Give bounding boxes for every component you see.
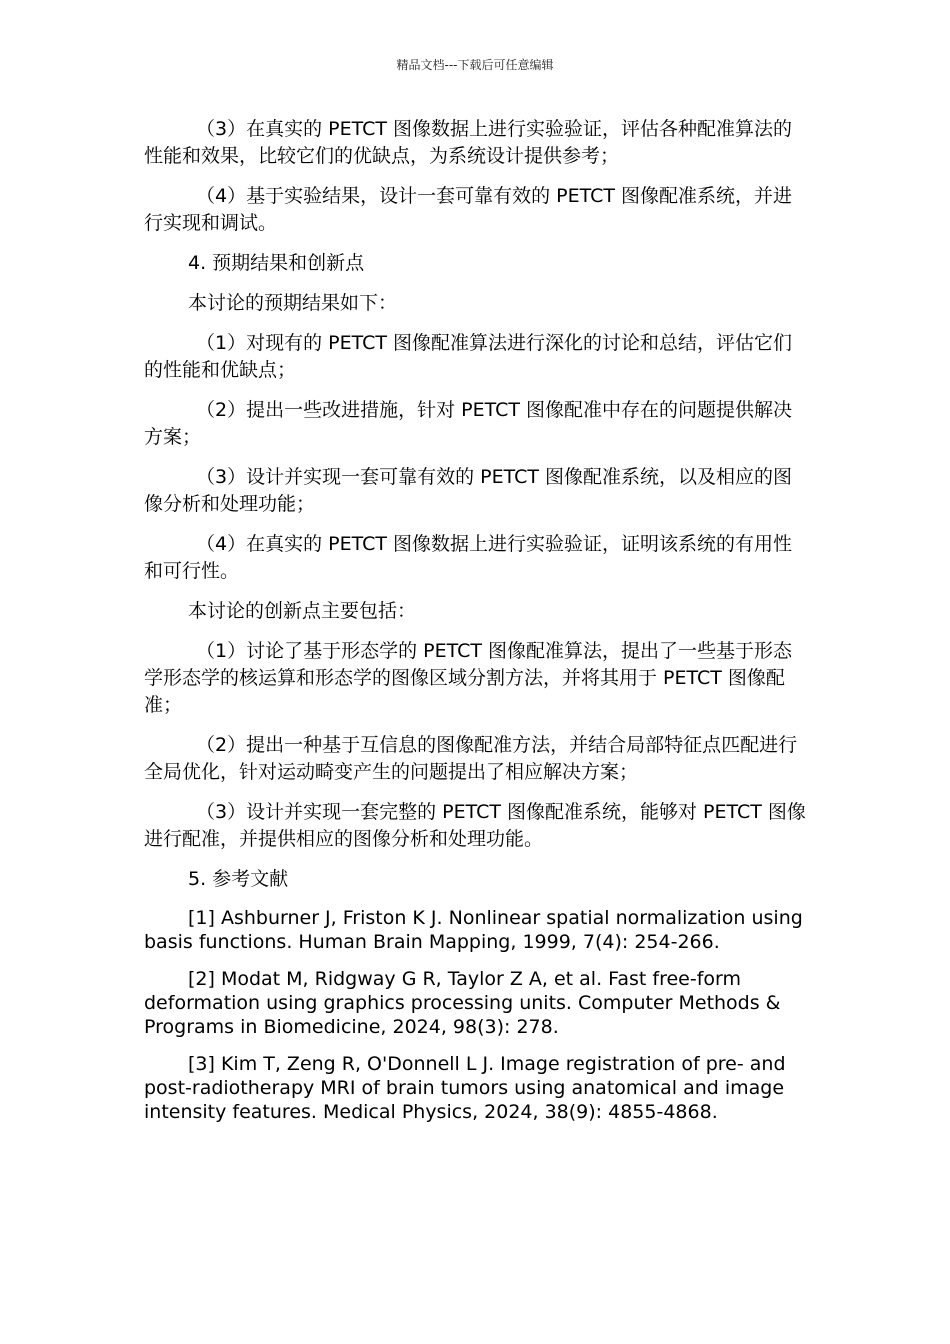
paragraph-step-4-design: （4）基于实验结果，设计一套可靠有效的 PETCT 图像配准系统，并进行实现和调试。 [144, 185, 792, 234]
page-header: 精品文档---下载后可任意编辑 [396, 58, 554, 72]
document-body [144, 116, 808, 1137]
reference-item-1: [1] Ashburner J, Friston K J. Nonlinear spatial normalization using basis functions. Human Brain Mapping, 1999, 7(4): 254-266. [144, 907, 803, 953]
section-heading-references: 5. 参考文献 [188, 868, 289, 890]
paragraph-result-3: （3）设计并实现一套可靠有效的 PETCT 图像配准系统，以及相应的图像分析和处理功能； [144, 466, 792, 515]
paragraph-innovation-3: （3）设计并实现一套完整的 PETCT 图像配准系统，能够对 PETCT 图像进行配准，并提供相应的图像分析和处理功能。 [144, 801, 806, 850]
reference-item-2: [2] Modat M, Ridgway G R, Taylor Z A, et al. Fast free-form deformation using graphics processing units. Computer Methods & Programs in Biomedicine, 2024, 98(3): 278. [144, 968, 781, 1038]
paragraph-innovation-2: （2）提出一种基于互信息的图像配准方法，并结合局部特征点匹配进行全局优化，针对运动畸变产生的问题提出了相应解决方案； [144, 734, 798, 783]
paragraph-innovation-1: （1）讨论了基于形态学的 PETCT 图像配准算法，提出了一些基于形态学形态学的核运算和形态学的图像区域分割方法，并将其用于 PETCT 图像配准； [144, 640, 792, 716]
paragraph-step-3-validation: （3）在真实的 PETCT 图像数据上进行实验验证，评估各种配准算法的性能和效果，比较它们的优缺点，为系统设计提供参考； [144, 118, 792, 167]
paragraph-result-1: （1）对现有的 PETCT 图像配准算法进行深化的讨论和总结，评估它们的性能和优缺点； [144, 332, 792, 381]
reference-item-3: [3] Kim T, Zeng R, O'Donnell L J. Image registration of pre- and post-radiotherapy MRI of brain tumors using anatomical and image intensity features. Medical Physics, 2024, 38(9): 4855-4868. [144, 1053, 786, 1123]
paragraph-expected-results-intro: 本讨论的预期结果如下： [188, 292, 398, 314]
section-heading-expected-results: 4. 预期结果和创新点 [188, 252, 365, 274]
paragraph-result-4: （4）在真实的 PETCT 图像数据上进行实验验证，证明该系统的有用性和可行性。 [144, 533, 792, 582]
paragraph-innovation-intro: 本讨论的创新点主要包括： [188, 600, 417, 622]
paragraph-result-2: （2）提出一些改进措施，针对 PETCT 图像配准中存在的问题提供解决方案； [144, 399, 792, 448]
